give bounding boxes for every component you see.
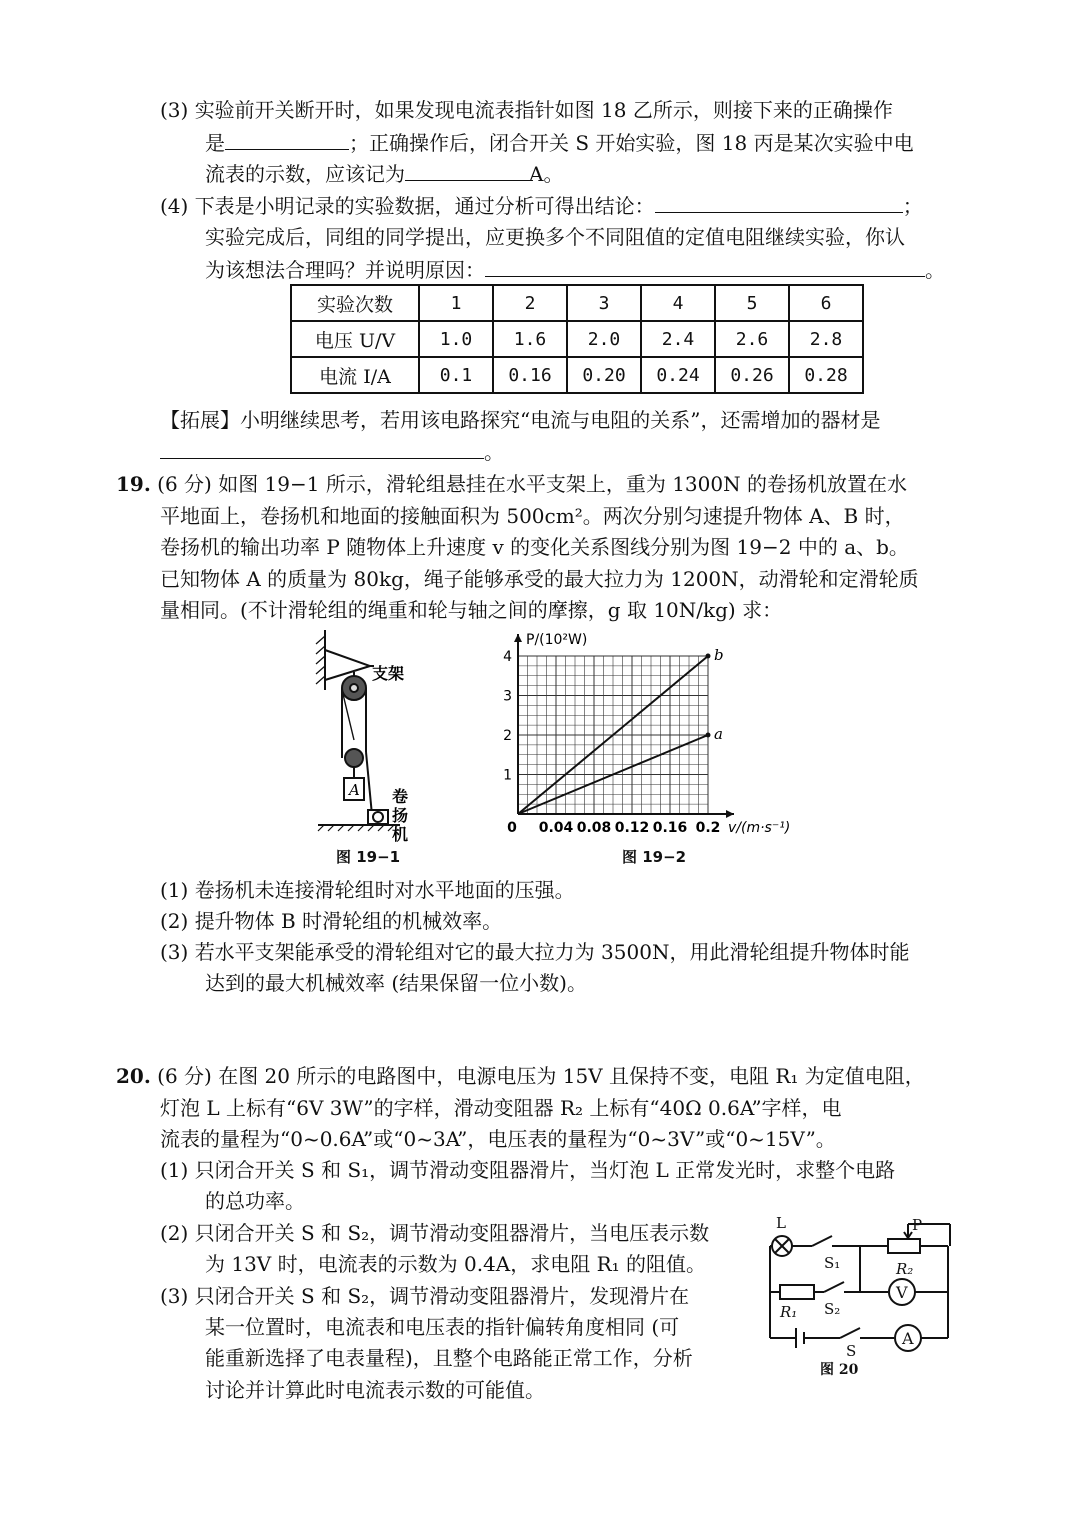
q19-line4: 已知物体 A 的质量为 80kg，绳子能够承受的最大拉力为 1200N，动滑轮和定滑轮质 — [160, 567, 919, 591]
q19-sub3-line2: 达到的最大机械效率 (结果保留一位小数)。 — [205, 971, 587, 995]
table-header-voltage: 电压 U/V — [291, 321, 419, 357]
switch-s1[interactable] — [812, 1236, 832, 1246]
table-header-trials: 实验次数 — [291, 285, 419, 321]
table-header-current: 电流 I/A — [291, 357, 419, 393]
q19-line1 — [116, 470, 907, 498]
chart-x-tick-label: 0.08 — [576, 820, 612, 836]
s-label: S — [846, 1342, 857, 1360]
chart-x-axis-label: v/(m·s⁻¹) — [728, 820, 791, 836]
q18-p3-blank-operation[interactable] — [225, 129, 349, 150]
q19-sub1: (1) 卷扬机未连接滑轮组时对水平地面的压强。 — [160, 878, 575, 902]
chart-x-tick-label: 0.2 — [695, 820, 721, 836]
q19-line1-text: (6 分) 如图 19−1 所示，滑轮组悬挂在水平支架上，重为 1300N 的卷扬机放置在水 — [157, 472, 907, 496]
q18-p3-line3a: 流表的示数，应该记为 — [205, 162, 405, 186]
switch-s[interactable] — [840, 1328, 860, 1338]
resistor-r1 — [780, 1285, 814, 1299]
q18-p3-line2a: 是 — [205, 131, 225, 155]
chart-y-tick-label: 1 — [503, 767, 512, 784]
q19-line3: 卷扬机的输出功率 P 随物体上升速度 v 的变化关系图线分别为图 19−2 中的 a、b。 — [160, 535, 909, 559]
table-cell: 0.20 — [567, 357, 641, 393]
winch-label-3: 机 — [392, 825, 409, 844]
q18-p3-line3 — [205, 160, 563, 188]
q18-p4-blank-conclusion[interactable] — [655, 192, 903, 213]
q20-line2: 灯泡 L 上标有“6V 3W”的字样，滑动变阻器 R₂ 上标有“40Ω 0.6A”字样，电 — [160, 1096, 842, 1120]
q19-sub3-line1: (3) 若水平支架能承受的滑轮组对它的最大拉力为 3500N，用此滑轮组提升物体时能 — [160, 940, 910, 964]
r2-label: R₂ — [896, 1260, 914, 1278]
table-cell: 1.0 — [419, 321, 493, 357]
table-cell: 2.6 — [715, 321, 789, 357]
fig20-caption: 图 20 — [820, 1362, 859, 1378]
table-row-current — [291, 357, 863, 393]
q18-extension-blank[interactable] — [160, 438, 484, 459]
table-cell: 6 — [789, 285, 863, 321]
table-cell: 1.6 — [493, 321, 567, 357]
table-cell: 0.1 — [419, 357, 493, 393]
chart-y-arrow — [514, 634, 522, 642]
q19-sub2: (2) 提升物体 B 时滑轮组的机械效率。 — [160, 909, 503, 933]
q19-line5: 量相同。(不计滑轮组的绳重和轮与轴之间的摩擦，g 取 10N/kg) 求： — [160, 598, 783, 622]
chart-series-endpoint-b — [706, 654, 711, 659]
chart-y-tick-label: 3 — [503, 688, 512, 705]
experiment-data-table — [290, 284, 864, 394]
ammeter-label: A — [902, 1329, 914, 1348]
chart-y-axis-label: P/(10²W) — [526, 632, 588, 648]
table-cell: 2.4 — [641, 321, 715, 357]
rheostat-r2 — [888, 1239, 920, 1253]
s1-label: S₁ — [824, 1254, 841, 1272]
q20-sub3-line3: 能重新选择了电表量程)，且整个电路能正常工作，分析 — [205, 1346, 693, 1370]
table-cell: 0.28 — [789, 357, 863, 393]
q18-p4-blank-reason[interactable] — [485, 256, 925, 277]
chart-series-endpoint-a — [706, 733, 711, 738]
table-cell: 2.8 — [789, 321, 863, 357]
q18-extension-line1: 【拓展】小明继续思考，若用该电路探究“电流与电阻的关系”，还需增加的器材是 — [160, 408, 881, 432]
q20-line3: 流表的量程为“0~0.6A”或“0~3A”，电压表的量程为“0~3V”或“0~15V”。 — [160, 1127, 836, 1151]
support-label: 支架 — [372, 664, 405, 683]
table-cell: 2.0 — [567, 321, 641, 357]
table-cell: 4 — [641, 285, 715, 321]
table-cell: 3 — [567, 285, 641, 321]
chart-x-tick-label: 0 — [507, 820, 517, 836]
q20-sub3-line1: (3) 只闭合开关 S 和 S₂，调节滑动变阻器滑片，发现滑片在 — [160, 1284, 690, 1308]
q20-number: 20. — [116, 1064, 151, 1088]
support-bracket — [325, 650, 370, 680]
lamp-label: L — [776, 1214, 786, 1232]
table-cell: 0.24 — [641, 357, 715, 393]
fig19-2-caption: 图 19−2 — [622, 848, 687, 866]
q20-sub1-line1: (1) 只闭合开关 S 和 S₁，调节滑动变阻器滑片，当灯泡 L 正常发光时，求整个电路 — [160, 1158, 896, 1182]
s2-label: S₂ — [824, 1300, 841, 1318]
q18-p4-line1 — [160, 192, 923, 220]
chart-x-tick-label: 0.04 — [538, 820, 574, 836]
fig19-1-caption: 图 19−1 — [336, 848, 401, 866]
q20-sub3-line2: 某一位置时，电流表和电压表的指针偏转角度相同 (可 — [205, 1315, 680, 1339]
table-cell: 5 — [715, 285, 789, 321]
table-cell: 0.16 — [493, 357, 567, 393]
object-a-label: A — [349, 781, 360, 799]
q18-p4-line3 — [205, 256, 945, 284]
voltmeter-label: V — [896, 1283, 908, 1302]
table-row-trials — [291, 285, 863, 321]
table-cell: 2 — [493, 285, 567, 321]
table-row-voltage — [291, 321, 863, 357]
movable-pulley — [345, 749, 363, 767]
r1-label: R₁ — [780, 1303, 798, 1321]
chart-x-tick-label: 0.12 — [614, 820, 650, 836]
q18-p4-line3-text: 为该想法合理吗？并说明原因： — [205, 258, 485, 282]
q18-extension-line2 — [160, 438, 504, 466]
chart-series-label-a: a — [714, 725, 723, 743]
winch-label-2: 扬 — [392, 806, 409, 825]
q20-line1-text: (6 分) 在图 20 所示的电路图中，电源电压为 15V 且保持不变，电阻 R₁ 为定值电阻， — [157, 1064, 925, 1088]
q18-p4-line3-end: 。 — [925, 258, 945, 282]
chart-y-tick-label: 4 — [503, 649, 512, 665]
q18-p3-blank-current[interactable] — [405, 160, 529, 181]
circuit-diagram — [760, 1216, 960, 1386]
table-cell: 1 — [419, 285, 493, 321]
winch-label-1: 卷 — [392, 787, 409, 806]
pulley-system-figure — [310, 630, 440, 850]
q18-p3-line1: (3) 实验前开关断开时，如果发现电流表指针如图 18 乙所示，则接下来的正确操作 — [160, 98, 893, 122]
power-velocity-chart — [500, 620, 820, 844]
q18-p3-line2 — [205, 129, 914, 157]
chart-x-tick-label: 0.16 — [652, 820, 688, 836]
q19-number: 19. — [116, 472, 151, 496]
q18-p4-line1-end: ； — [902, 194, 923, 218]
q20-sub2-line1: (2) 只闭合开关 S 和 S₂，调节滑动变阻器滑片，当电压表示数 — [160, 1221, 710, 1245]
q20-sub3-line4: 讨论并计算此时电流表示数的可能值。 — [205, 1378, 545, 1402]
table-cell: 0.26 — [715, 357, 789, 393]
q20-sub2-line2: 为 13V 时，电流表的示数为 0.4A，求电阻 R₁ 的阻值。 — [205, 1252, 707, 1276]
switch-s2[interactable] — [824, 1282, 844, 1292]
chart-series-label-b: b — [714, 646, 724, 664]
chart-x-arrow — [726, 810, 734, 818]
q20-line1 — [116, 1062, 925, 1090]
chart-y-tick-label: 2 — [503, 728, 512, 744]
wall-hatch — [316, 636, 325, 684]
q18-p3-line2b: ；正确操作后，闭合开关 S 开始实验，图 18 丙是某次实验中电 — [349, 131, 914, 155]
q18-extension-end: 。 — [484, 440, 504, 464]
q18-p4-line1-text: (4) 下表是小明记录的实验数据，通过分析可得出结论： — [160, 194, 655, 218]
q19-line2: 平地面上，卷扬机和地面的接触面积为 500cm²。两次分别匀速提升物体 A、B 时， — [160, 504, 905, 528]
q18-p3-line3b: A。 — [529, 162, 564, 186]
p-label: P — [912, 1216, 923, 1234]
q20-sub1-line2: 的总功率。 — [205, 1189, 305, 1213]
q18-p4-line2: 实验完成后，同组的同学提出，应更换多个不同阻值的定值电阻继续实验，你认 — [205, 225, 905, 249]
